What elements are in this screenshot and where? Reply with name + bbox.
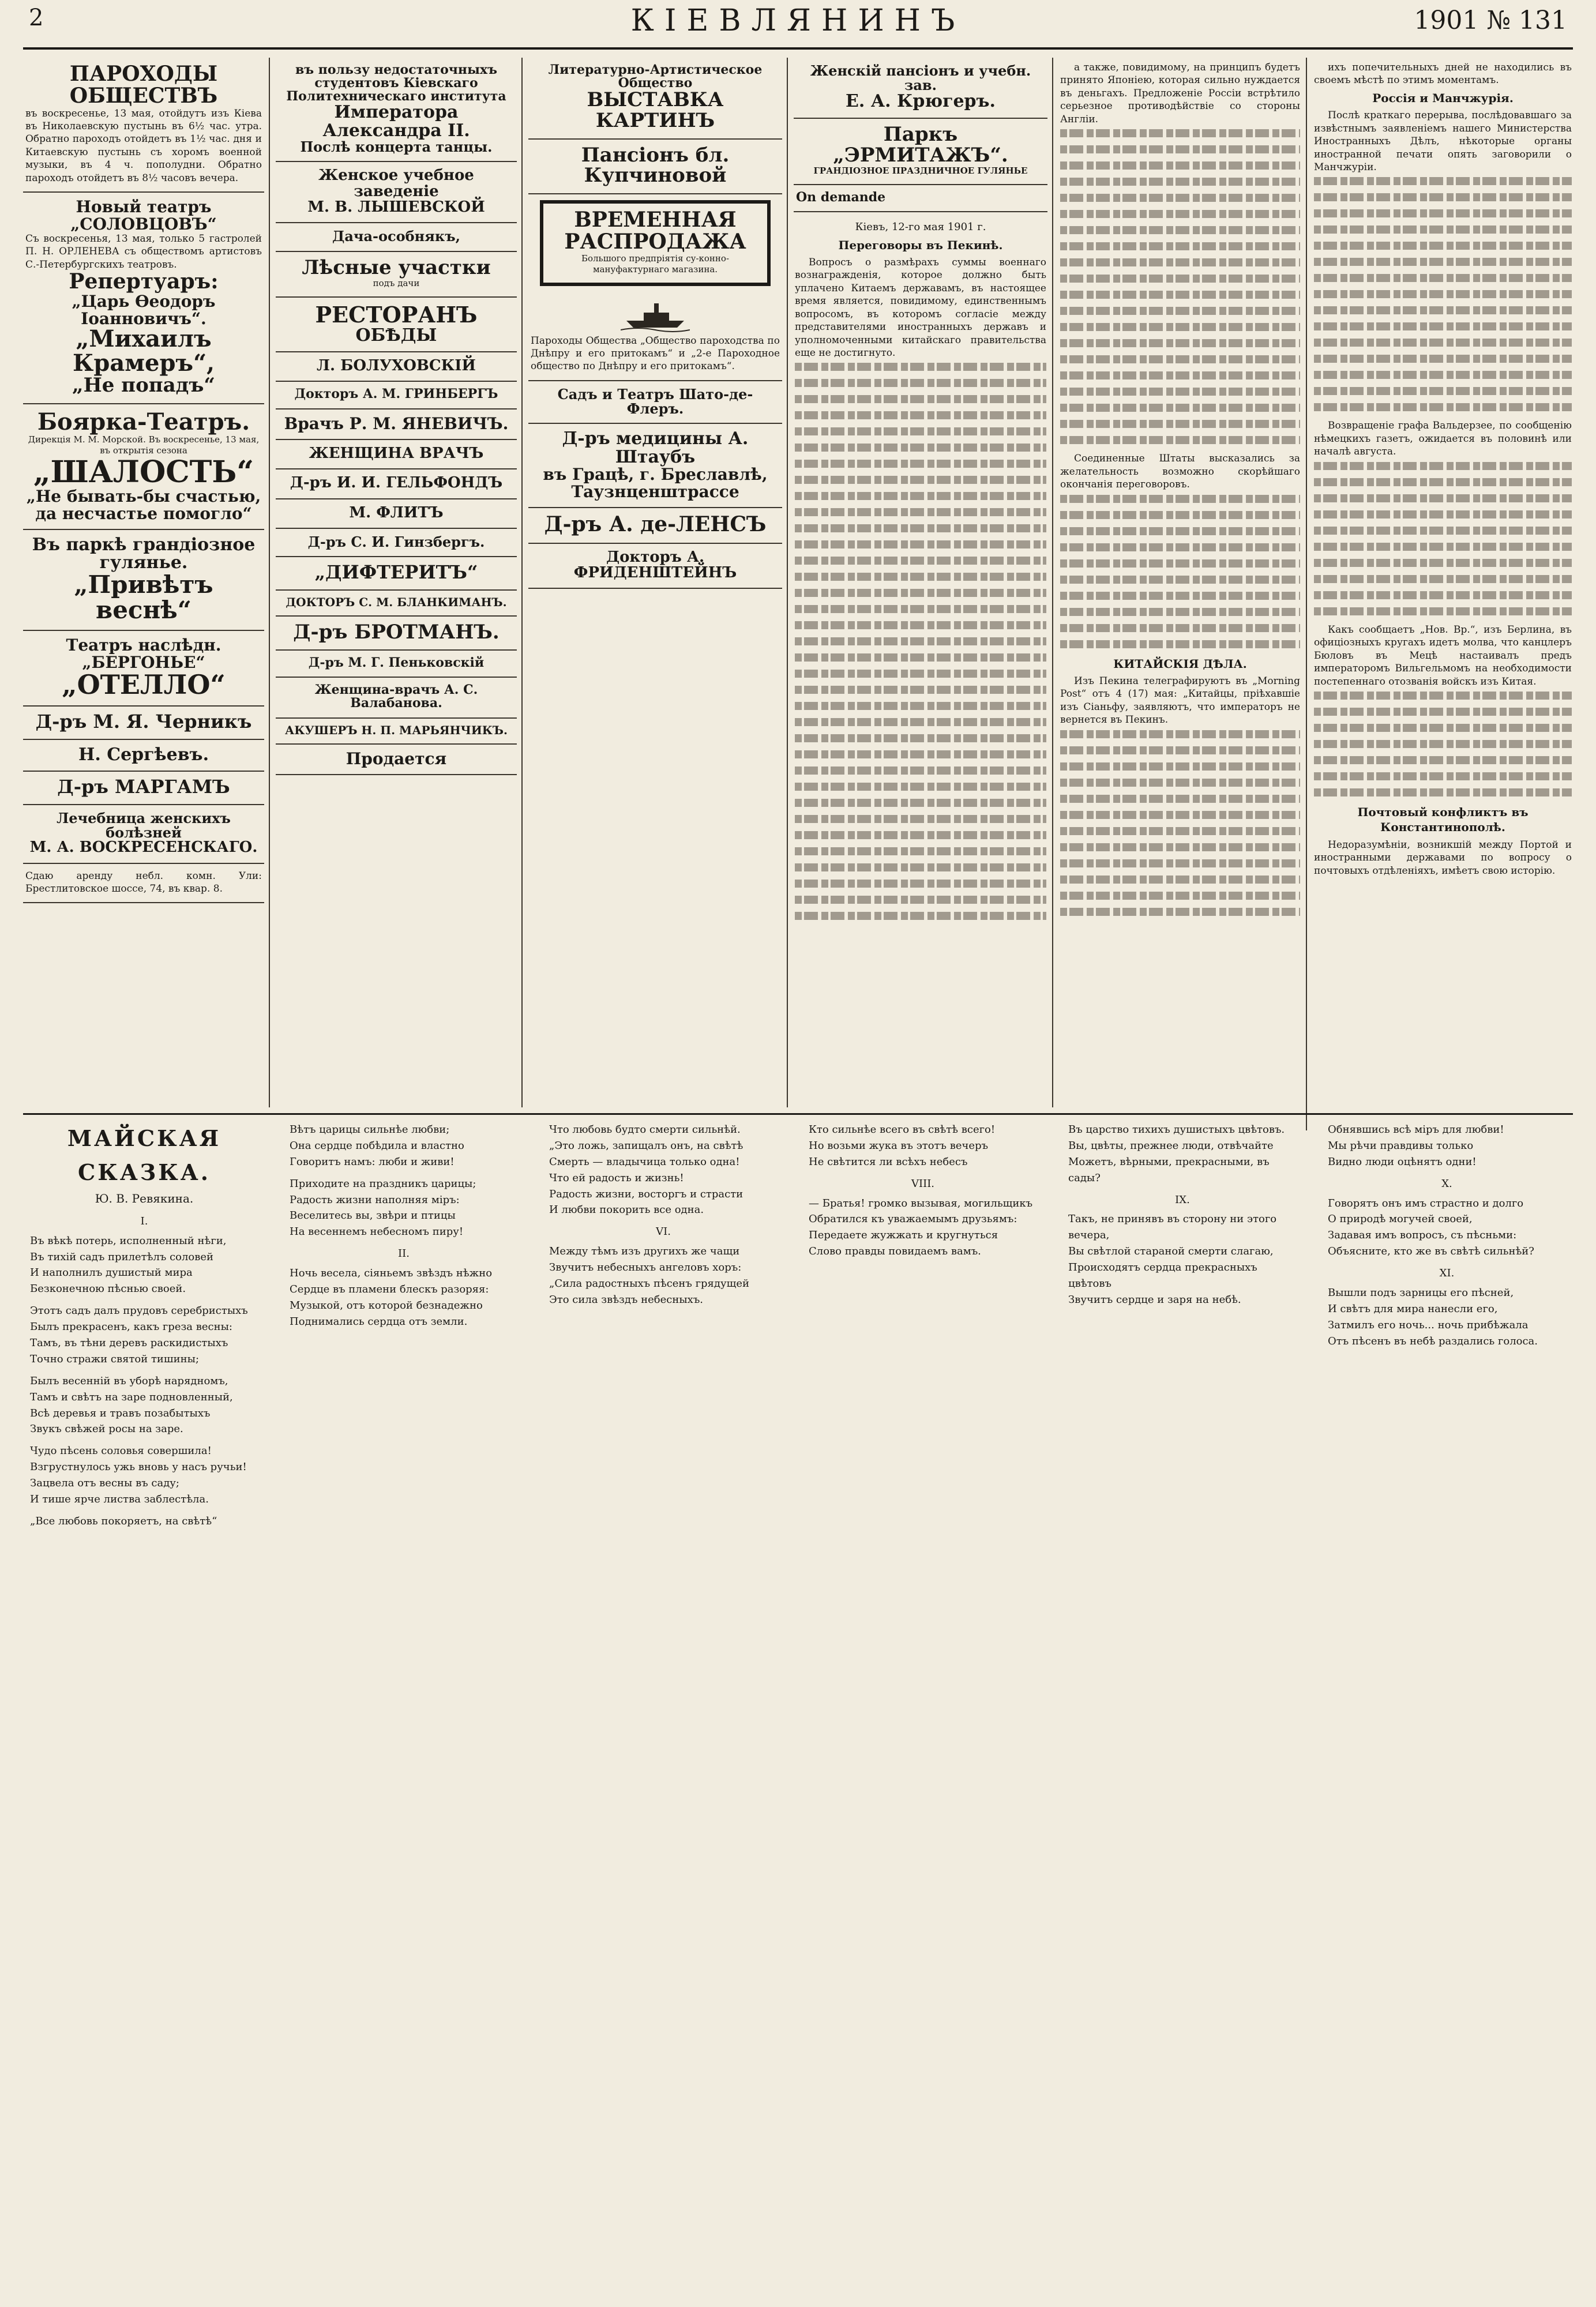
poem-stanza: „Все любовь покоряетъ, на свѣтѣ“ bbox=[30, 1515, 217, 1527]
article-paragraph: Изъ Пекина телеграфируютъ въ „Morning Post“ отъ 4 (17) мая: „Китайцы, пріѣхавшіе изъ Сіаньфу, заявляютъ, что императоръ не вернется въ Пекинъ. bbox=[1060, 675, 1300, 726]
ad-title: Лечебница женскихъ болѣзней bbox=[57, 809, 231, 841]
article-continued-lines bbox=[1060, 495, 1300, 648]
feuilleton-rule bbox=[23, 1113, 1573, 1115]
ad-title: Д-ръ А. де-ЛЕНСЪ bbox=[544, 512, 767, 536]
ad-brotman bbox=[276, 617, 517, 651]
ad-on-demande bbox=[794, 185, 1047, 212]
ad-title: Женскій пансіонъ и учебн. зав. bbox=[810, 62, 1031, 94]
ad-title: РЕСТОРАНЪ bbox=[315, 301, 478, 328]
ad-fridenstein bbox=[528, 544, 782, 589]
dateline: Кіевъ, 12-го мая 1901 г. bbox=[855, 220, 986, 233]
ad-boarding-school bbox=[794, 58, 1047, 119]
ad-title: „ДИФТЕРИТЪ“ bbox=[314, 561, 478, 583]
ad-gelfond bbox=[276, 469, 517, 499]
ad-title: Новый театръ „СОЛОВЦОВЪ“ bbox=[70, 197, 217, 234]
poem-column-5 bbox=[1061, 1122, 1304, 2287]
ad-flit bbox=[276, 499, 517, 529]
ad-title: Д-ръ С. И. Гинзбергъ. bbox=[307, 533, 485, 550]
poem-column-2 bbox=[283, 1122, 525, 2287]
ad-subtitle: въ Грацѣ, г. Бреславлѣ, Таузнценштрассе bbox=[543, 465, 768, 501]
ad-subtitle: М. В. ЛЫШЕВСКОЙ bbox=[307, 198, 485, 216]
ad-subtitle: подъ дачи bbox=[373, 278, 420, 289]
ad-dacha bbox=[276, 223, 517, 251]
ads-column-2 bbox=[276, 58, 517, 1107]
article-paragraph: ихъ попечительныхъ дней не находились въ своемъ мѣстѣ по этимъ моментамъ. bbox=[1314, 62, 1572, 87]
ad-yanevich bbox=[276, 409, 517, 440]
article-continued-lines bbox=[1060, 129, 1300, 444]
poem-stanza: Вышли подъ зарницы его пѣсней, И свѣтъ для мира нанесли его, Затмилъ его ночь... ночь прибѣжала Отъ пѣсенъ въ небѣ раздались голоса. bbox=[1328, 1287, 1538, 1347]
ad-solovtsov-theatre bbox=[23, 193, 264, 404]
article-paragraph: Какъ сообщаетъ „Нов. Вр.“, изъ Берлина, въ офиціозныхъ кругахъ идетъ молва, что канцлеръ Бюловъ въ Мецѣ настаивалъ предъ императоромъ Вильгельмомъ на необходимости постепеннаго отозванія войскъ изъ Китая. bbox=[1314, 623, 1572, 687]
ad-staub bbox=[528, 424, 782, 508]
ad-text: Съ воскресенья, 13 мая, только 5 гастролей П. Н. ОРЛЕНЕВА съ обществомъ артистовъ С.-Петербургскихъ театровъ. bbox=[25, 233, 262, 270]
poem-stanza: Говорятъ онъ имъ страстно и долго О природѣ могучей своей, Задавая имъ вопросъ, съ пѣсньми: Объясните, кто же въ свѣтѣ сильнѣй? bbox=[1328, 1197, 1534, 1258]
ad-bolukhovsky bbox=[276, 352, 517, 382]
ad-title: Д-ръ МАРГАМЪ bbox=[57, 776, 230, 798]
article-russia-manchuria bbox=[1313, 58, 1573, 884]
ad-title: Н. Сергѣевъ. bbox=[78, 744, 209, 765]
ad-title: Литературно-Артистическое Общество bbox=[548, 62, 763, 91]
poem-column-3 bbox=[542, 1122, 784, 2287]
ad-subtitle: М. А. ВОСКРЕСЕНСКАГО. bbox=[29, 839, 258, 856]
stanza-number: IX. bbox=[1175, 1193, 1190, 1206]
article-heading: КИТАЙСКІЯ ДѢЛА. bbox=[1113, 656, 1247, 671]
article-paragraph: Послѣ краткаго перерыва, послѣдовавшаго за извѣстнымъ заявленіемъ нашего Министерства Иностранныхъ Дѣлъ, нѣкоторые органы иностранной печати опять заговорили о Манчжуріи. bbox=[1314, 110, 1572, 174]
ad-park bbox=[23, 530, 264, 631]
column-rule bbox=[787, 58, 788, 1107]
poem-stanza: Вѣтъ царицы сильнѣе любви; Она сердце побѣдила и властно Говоритъ намъ: люби и живи! bbox=[290, 1124, 464, 1168]
ads-column-4 bbox=[794, 58, 1047, 1107]
ad-boyarka-theatre bbox=[23, 404, 264, 530]
ad-boarding-house bbox=[528, 140, 782, 194]
ad-rent bbox=[23, 864, 264, 904]
play-title: „Не попадъ“ bbox=[72, 373, 215, 397]
article-heading: Переговоры въ Пекинѣ. bbox=[838, 238, 1003, 252]
poem-stanza: Ночь весела, сіяньемъ звѣздъ нѣжно Сердце въ пламени блескъ разоряя: Музыкой, отъ которой безнадежно Поднимались сердца отъ земли. bbox=[290, 1267, 493, 1328]
ad-title: Въ паркѣ грандіозное гулянье. bbox=[32, 534, 256, 573]
article-paragraph: Вопросъ о размѣрахъ суммы военнаго вознагражденія, которое должно быть уплачено Китаемъ державамъ, въ настоящее время является, повидимому, единственнымъ вопросомъ, въ которомъ согласіе между представителями иностранныхъ державъ и уполномоченными китайскаго правительства еще не достигнуто. bbox=[795, 256, 1046, 359]
stanza-number: VI. bbox=[656, 1226, 671, 1238]
ad-title: въ пользу недостаточныхъ студентовъ Кіевскаго Политехническаго института bbox=[286, 62, 506, 104]
ad-concert bbox=[276, 58, 517, 162]
ad-title: Л. БОЛУХОВСКІЙ bbox=[317, 357, 476, 375]
ad-title: М. ФЛИТЪ bbox=[349, 504, 444, 521]
poem-stanza: Такъ, не принявъ въ сторону ни этого вечера, Вы свѣтлой стараной смерти слагаю, Происходятъ сердца прекрасныхъ цвѣтовъ Звучитъ сердце и заря на небѣ. bbox=[1068, 1213, 1277, 1306]
column-rule bbox=[1306, 58, 1307, 1130]
article-continued bbox=[1059, 58, 1301, 927]
article-continued-lines bbox=[795, 363, 1046, 920]
ad-subtitle: Репертуаръ: bbox=[69, 269, 219, 294]
poem-stanza: Приходите на праздникъ царицы; Радость жизни наполняя міръ: Веселитесь вы, звѣри и птицы На весеннемъ небесномъ пиру! bbox=[290, 1177, 476, 1238]
ad-doctor-chernik bbox=[23, 707, 264, 740]
ad-for-sale bbox=[276, 745, 517, 775]
page-number: 2 bbox=[29, 5, 44, 31]
ad-title: Врачъ Р. М. ЯНЕВИЧЪ. bbox=[284, 414, 509, 433]
ad-text: Пароходы Общества „Общество пароходства по Днѣпру и его притокамъ“ и „2-е Пароходное общество по Днѣпру и его притокамъ“. bbox=[531, 335, 780, 373]
ad-bergonye-theatre bbox=[23, 631, 264, 707]
poem-stanza: Этотъ садъ далъ прудовъ серебристыхъ Былъ прекрасенъ, какъ греза весны: Тамъ, въ тѣни деревъ раскидистыхъ Точно стражи святой тишины; bbox=[30, 1305, 248, 1365]
poem-stanza: Былъ весенній въ уборѣ нарядномъ, Тамъ и свѣтъ на заре подновленный, Всѣ деревья и травъ позабытыхъ Звукъ свѣжей росы на заре. bbox=[30, 1374, 233, 1436]
poem-title: МАЙСКАЯ СКАЗКА. bbox=[67, 1125, 221, 1185]
ad-blankiman bbox=[276, 591, 517, 617]
steamboat-icon bbox=[621, 298, 690, 332]
poem-stanza: Чудо пѣсень соловья совершила! Взгрустнулось ужь вновь у насъ ручьи! Зацвела отъ весны въ саду; И тише ярче листва заблестѣла. bbox=[30, 1445, 247, 1506]
article-heading: Россія и Манчжурія. bbox=[1372, 91, 1514, 105]
article-continued-lines bbox=[1314, 177, 1572, 411]
ad-title: Женское учебное заведеніе bbox=[318, 167, 474, 200]
ad-title: Продается bbox=[346, 749, 447, 768]
play-title: „ОТЕЛЛО“ bbox=[62, 668, 226, 700]
ads-column-3 bbox=[528, 58, 782, 1107]
ad-art-exhibition bbox=[528, 58, 782, 140]
ad-title: Докторъ А. ФРИДЕНШТЕЙНЪ bbox=[573, 548, 737, 582]
stanza-number: X. bbox=[1441, 1177, 1452, 1190]
article-continued-lines bbox=[1314, 462, 1572, 615]
column-rule bbox=[1052, 58, 1053, 1107]
ad-title: ПАРОХОДЫ ОБЩЕСТВЪ bbox=[69, 62, 218, 108]
article-paragraph: Возвращеніе графа Вальдерзее, по сообщенію нѣмецкихъ газетъ, ожидается въ половинѣ или началѣ августа. bbox=[1314, 420, 1572, 458]
stanza-number: I. bbox=[140, 1215, 148, 1227]
article-paragraph: Соединенные Штаты высказались за желательность возможно скорѣйшаго окончанія переговоровъ. bbox=[1060, 453, 1300, 491]
poem-stanza: Что любовь будто смерти сильнѣй. „Это ложь, запищалъ онъ, на свѣтѣ Смерть — владычица только одна! Что ей радость и жизнь! Радость жизни, восторгъ и страсти И любви покорить все одна. bbox=[549, 1124, 743, 1216]
ad-title: Театръ наслѣдн. „БЕРГОНЬЕ“ bbox=[66, 636, 221, 672]
ad-grinberg bbox=[276, 382, 517, 409]
ad-title: АКУШЕРЪ Н. П. МАРЬЯНЧИКЪ. bbox=[284, 723, 508, 737]
ad-forest-plots bbox=[276, 252, 517, 298]
ad-subtitle: ГРАНДІОЗНОЕ ПРАЗДНИЧНОЕ ГУЛЯНЬЕ bbox=[813, 166, 1028, 176]
poem-column-6 bbox=[1321, 1122, 1573, 2287]
ad-chateau-de-fleur bbox=[528, 381, 782, 424]
play-title: „Царь Өеодоръ Іоанновичъ“. bbox=[72, 292, 216, 328]
masthead bbox=[23, 0, 1573, 50]
ad-title: On demande bbox=[796, 189, 886, 205]
ad-subtitle: Е. А. Крюгеръ. bbox=[845, 91, 996, 112]
ad-title: Садъ и Театръ Шато-де-Флеръ. bbox=[557, 385, 753, 418]
ad-title: Женщина-врачъ А. С. Валабанова. bbox=[314, 682, 478, 711]
column-rule bbox=[521, 58, 523, 1107]
ad-steamboats bbox=[23, 58, 264, 193]
ad-text: въ воскресенье, 13 мая, отойдутъ изъ Кіева въ Николаевскую пустынь въ 6½ час. утра. Обратно пароходъ отойдетъ въ 1½ час. дня и Китаевскую пустынь съ хоромъ военной музыки, въ 4 ч. пополудни. Обратно пароходъ отойдетъ въ 8½ часовъ вечера. bbox=[25, 107, 262, 184]
ad-maryanchik bbox=[276, 719, 517, 745]
ad-text: Сдаю аренду небл. комн. Ули: Брестлитовское шоссе, 74, въ квар. 8. bbox=[25, 870, 262, 895]
column-rule bbox=[269, 58, 270, 1107]
article-continued-lines bbox=[1060, 730, 1300, 916]
ad-text: Послѣ концерта танцы. bbox=[300, 138, 493, 156]
ads-column-1 bbox=[23, 58, 264, 1107]
ad-title: Докторъ А. М. ГРИНБЕРГЪ bbox=[294, 386, 498, 402]
ad-title: Д-ръ М. Я. Черникъ bbox=[35, 711, 252, 733]
article-column-5 bbox=[1059, 58, 1301, 1107]
lead-article bbox=[794, 212, 1047, 932]
ad-doctor-margam bbox=[23, 772, 264, 805]
poem-stanza: Кто сильнѣе всего въ свѣтѣ всего! Но возьми жука въ этотъ вечеръ Не свѣтится ли всѣхъ небесъ bbox=[809, 1124, 996, 1168]
ad-subtitle: ВЫСТАВКА КАРТИНЪ bbox=[587, 88, 724, 132]
ad-title: Д-ръ М. Г. Пеньковскій bbox=[308, 655, 485, 671]
article-paragraph: Недоразумѣніи, возникшій между Портой и иностранными державами по вопросу о почтовыхъ отдѣленіяхъ, имѣетъ свою исторію. bbox=[1314, 839, 1572, 877]
poem-stanza: — Братья! громко вызывая, могильщикъ Обратился къ уважаемымъ друзьямъ: Передаете жужжать и кругнуться Слово правды повидаемъ вамъ. bbox=[809, 1197, 1033, 1258]
ad-steamship-company bbox=[528, 292, 782, 381]
ad-title: ВРЕМЕННАЯ РАСПРОДАЖА bbox=[564, 207, 746, 254]
article-column-6 bbox=[1313, 58, 1573, 1188]
poem-stanza: Обнявшись всѣ міръ для любви! Мы рѣчи правдивы только Видно люди оцѣнятъ одни! bbox=[1328, 1124, 1504, 1168]
poem-stanza: Въ царство тихихъ душистыхъ цвѣтовъ. Вы, цвѣты, прежнее люди, отвѣчайте Можетъ, вѣрными, прекрасными, въ сады? bbox=[1068, 1124, 1285, 1184]
ad-title: Лѣсные участки bbox=[302, 256, 491, 279]
play-title: „ШАЛОСТЬ“ bbox=[33, 454, 254, 490]
poem-stanza: Въ вѣкѣ потерь, исполненный нѣги, Въ тихій садъ прилетѣлъ соловей И наполнилъ душистый мира Безконечною пѣснью своей. bbox=[30, 1234, 227, 1295]
ad-de-lens bbox=[528, 508, 782, 544]
ad-title: Пансіонъ бл. Купчиновой bbox=[581, 143, 730, 187]
play-title: „Михаилъ Крамеръ“, bbox=[72, 325, 215, 377]
ad-temporary-sale bbox=[540, 200, 771, 286]
ad-ginzberg bbox=[276, 529, 517, 557]
ad-title: Д-ръ БРОТМАНЪ. bbox=[293, 620, 500, 644]
ad-diphtheria bbox=[276, 557, 517, 591]
ad-title: ДОКТОРЪ С. М. БЛАНКИМАНЪ. bbox=[286, 595, 507, 609]
ad-sergeev bbox=[23, 740, 264, 772]
poem-column-4 bbox=[802, 1122, 1044, 2287]
stanza-number: XI. bbox=[1439, 1267, 1455, 1280]
ad-subtitle: Императора Александра II. bbox=[322, 102, 470, 141]
issue-number: 1901 № 131 bbox=[1414, 6, 1567, 35]
ad-text: Большого предпріятія су-конно-мануфактурнаго магазина. bbox=[581, 253, 730, 275]
article-paragraph: а также, повидимому, на принципъ будетъ принято Японіею, которая сильно нуждается въ деньгахъ. Предложеніе Россіи встрѣтило серьезное противодѣйствіе со стороны Англіи. bbox=[1060, 62, 1300, 125]
ad-title: Д-ръ медицины А. Штаубъ bbox=[562, 429, 749, 467]
ad-valabanova bbox=[276, 678, 517, 718]
poem-column-1 bbox=[23, 1122, 265, 2287]
ad-subtitle: ОБѢДЫ bbox=[355, 325, 437, 345]
play-title: „Не бывать-бы счастью, да несчастье помогло“ bbox=[26, 487, 261, 523]
poem-author: Ю. В. Ревякина. bbox=[95, 1191, 194, 1205]
ad-title: Д-ръ И. И. ГЕЛЬФОНДЪ bbox=[290, 474, 503, 492]
ad-woman-doctor bbox=[276, 440, 517, 469]
newspaper-title: КІЕВЛЯНИНЪ bbox=[630, 3, 966, 38]
poem-stanza: Между тѣмъ изъ другихъ же чащи Звучитъ небесныхъ ангеловъ хоръ: „Сила радостныхъ пѣсенъ грядущей Это сила звѣздъ небесныхъ. bbox=[549, 1245, 749, 1306]
ad-penkovsky bbox=[276, 651, 517, 678]
ad-text: Дирекція М. М. Морской. Въ воскресенье, 13 мая, въ открытія сезона bbox=[28, 434, 260, 456]
play-title: „Привѣтъ веснѣ“ bbox=[74, 570, 213, 625]
ad-hermitage-park bbox=[794, 119, 1047, 185]
article-continued-lines bbox=[1314, 692, 1572, 796]
ad-restaurant bbox=[276, 298, 517, 352]
ad-title: ЖЕНЩИНА ВРАЧЪ bbox=[309, 444, 484, 462]
ad-title: Боярка-Театръ. bbox=[37, 408, 250, 435]
ad-girls-school bbox=[276, 162, 517, 223]
ad-clinic bbox=[23, 805, 264, 864]
stanza-number: VIII. bbox=[911, 1177, 935, 1190]
article-heading: Почтовый конфликтъ въ Константинополѣ. bbox=[1357, 805, 1529, 835]
ad-title: Дача-особнякъ, bbox=[332, 228, 460, 245]
ad-title: Паркъ „ЭРМИТАЖЪ“. bbox=[833, 122, 1008, 167]
stanza-number: II. bbox=[398, 1248, 410, 1260]
